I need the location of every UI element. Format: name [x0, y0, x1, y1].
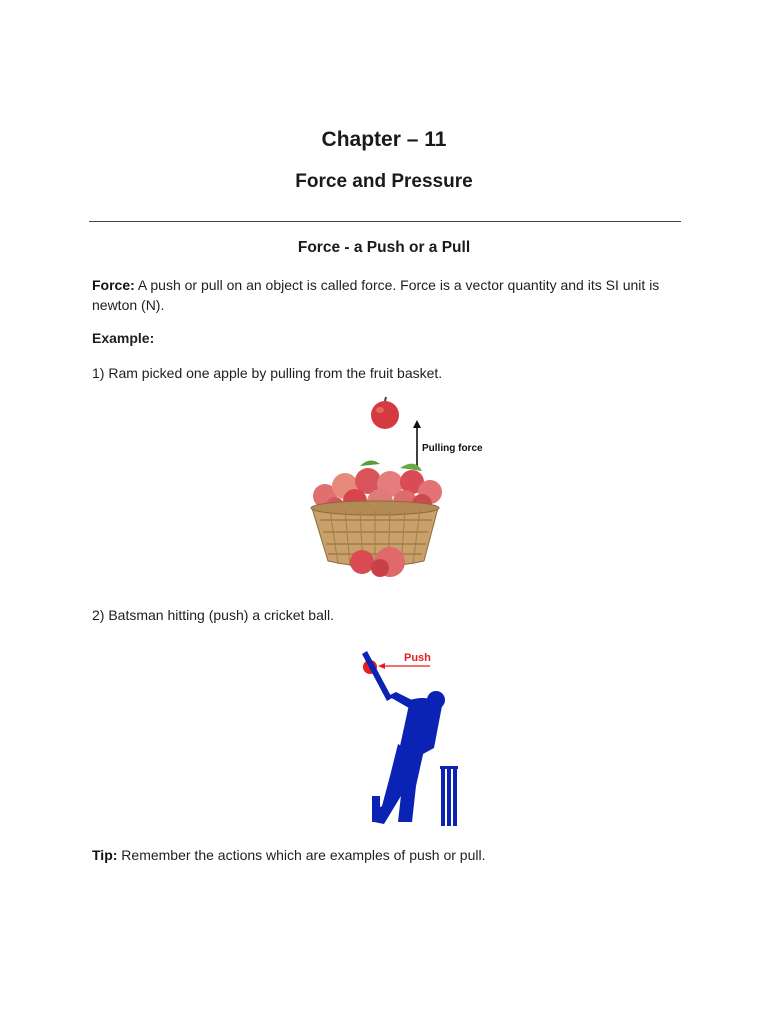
force-definition: [92, 275, 692, 315]
chapter-title: Chapter – 11: [321, 128, 447, 151]
pulling-arrow-icon: [413, 420, 421, 470]
horizontal-divider: [89, 221, 681, 222]
tip-term: Tip:: [92, 847, 118, 863]
example-1-text: 1) Ram picked one apple by pulling from the fruit basket.: [92, 365, 443, 381]
chapter-subtitle: Force and Pressure: [295, 171, 473, 192]
force-term: Force:: [92, 277, 135, 293]
stumps-icon: [440, 766, 458, 826]
push-label: Push: [404, 652, 431, 664]
example-heading: Example:: [92, 330, 155, 346]
batsman-figure: [350, 646, 480, 831]
apple-basket-figure: [300, 396, 500, 581]
fruit-basket-icon: [311, 501, 439, 568]
tip-text: [92, 845, 692, 865]
tip-body: Remember the actions which are examples of push or pull.: [117, 847, 486, 863]
batsman-silhouette-icon: [362, 651, 445, 824]
force-definition-text: A push or pull on an object is called force. Force is a vector quantity and its SI unit is newton (N).: [92, 277, 660, 313]
pulling-force-label: Pulling force: [422, 443, 483, 454]
lifted-apple-icon: [371, 397, 399, 429]
section-heading: Force - a Push or a Pull: [297, 239, 471, 256]
example-2-text: 2) Batsman hitting (push) a cricket ball.: [92, 607, 334, 623]
